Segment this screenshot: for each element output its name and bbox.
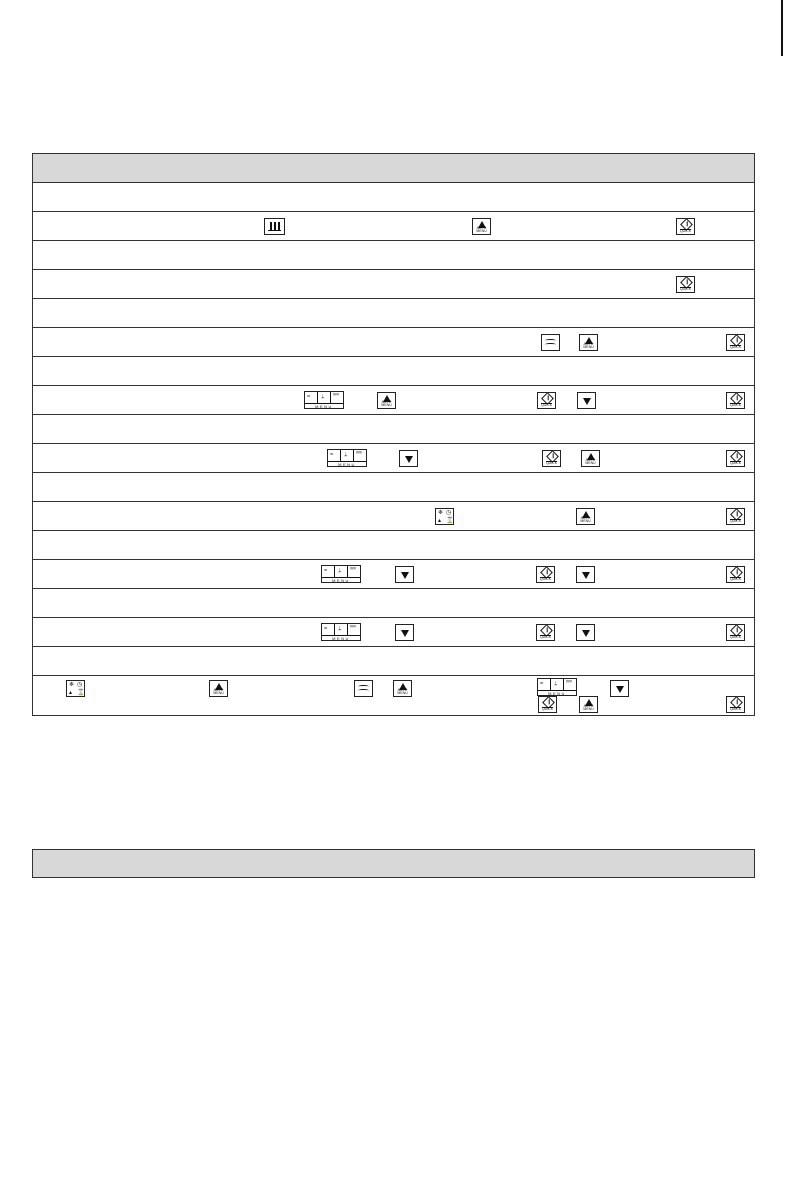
grill-icon xyxy=(264,218,285,235)
table-row xyxy=(33,617,754,646)
table-row xyxy=(33,182,754,211)
table-row xyxy=(33,646,754,675)
quick-start-key: QUICK xyxy=(536,566,555,583)
table-row xyxy=(33,327,754,356)
table-row xyxy=(33,240,754,269)
quick-start-key: QUICK xyxy=(676,276,695,293)
down-arrow-key xyxy=(576,566,595,583)
table-row xyxy=(33,530,754,559)
quick-start-key: QUICK xyxy=(726,392,745,409)
quick-start-key: QUICK xyxy=(537,392,556,409)
table-row xyxy=(33,559,754,588)
down-arrow-key xyxy=(395,624,414,641)
table-row xyxy=(33,298,754,327)
quick-start-key: QUICK xyxy=(676,218,695,235)
table-row xyxy=(33,675,754,715)
quick-start-key: QUICK xyxy=(726,696,745,713)
microwave-power-icon xyxy=(354,680,373,697)
quick-start-key: QUICK xyxy=(536,624,555,641)
auto-menu-up-key: AUTO MENU xyxy=(377,392,396,409)
defrost-clock-icon: ❄ ◷ ▴ ⌛ xyxy=(435,508,454,525)
quick-start-key: QUICK xyxy=(542,450,561,467)
table-row xyxy=(33,211,754,240)
table-row xyxy=(33,443,754,472)
auto-menu-up-key: AUTO MENU xyxy=(209,680,228,697)
down-arrow-key xyxy=(395,566,414,583)
quick-start-key: QUICK xyxy=(726,450,745,467)
auto-menu-up-key: AUTO MENU xyxy=(579,696,598,713)
down-arrow-key xyxy=(577,392,596,409)
quick-start-key: QUICK xyxy=(726,566,745,583)
menu-panel-icon: ≈ ᛦ ᵛᵛᵛ MENU xyxy=(304,391,344,409)
menu-panel-icon: ≈ ᛦ ᵛᵛᵛ MENU xyxy=(321,565,361,583)
table-row xyxy=(33,501,754,530)
quick-start-key: QUICK xyxy=(726,624,745,641)
menu-panel-icon: ≈ ᛦ ᵛᵛᵛ MENU xyxy=(321,623,361,641)
menu-panel-icon: ≈ ᛦ ᵛᵛᵛ MENU xyxy=(327,449,367,467)
table-row xyxy=(33,356,754,385)
defrost-clock-icon: ❄ ◷ ▴ ⌛ xyxy=(66,680,85,697)
auto-menu-up-key: AUTO MENU xyxy=(393,680,412,697)
down-arrow-key xyxy=(576,624,595,641)
down-arrow-key xyxy=(610,680,629,697)
auto-menu-up-key: AUTO MENU xyxy=(581,450,600,467)
table-row xyxy=(33,472,754,501)
quick-start-key: QUICK xyxy=(726,334,745,351)
auto-menu-up-key: AUTO MENU xyxy=(472,218,491,235)
table-row xyxy=(33,414,754,443)
table-row xyxy=(33,588,754,617)
section-header-bar xyxy=(32,849,755,878)
instruction-table xyxy=(32,153,755,716)
auto-menu-up-key: AUTO MENU xyxy=(579,334,598,351)
down-arrow-key xyxy=(399,450,418,467)
table-header-row xyxy=(33,154,754,182)
auto-menu-up-key: AUTO MENU xyxy=(576,508,595,525)
quick-start-key: QUICK xyxy=(538,696,557,713)
microwave-power-icon xyxy=(541,334,560,351)
quick-start-key: QUICK xyxy=(726,508,745,525)
table-row xyxy=(33,269,754,298)
table-row xyxy=(33,385,754,414)
menu-panel-icon: ≈ ᛦ ᵛᵛᵛ MENU xyxy=(537,678,577,696)
cut-line xyxy=(781,0,783,56)
